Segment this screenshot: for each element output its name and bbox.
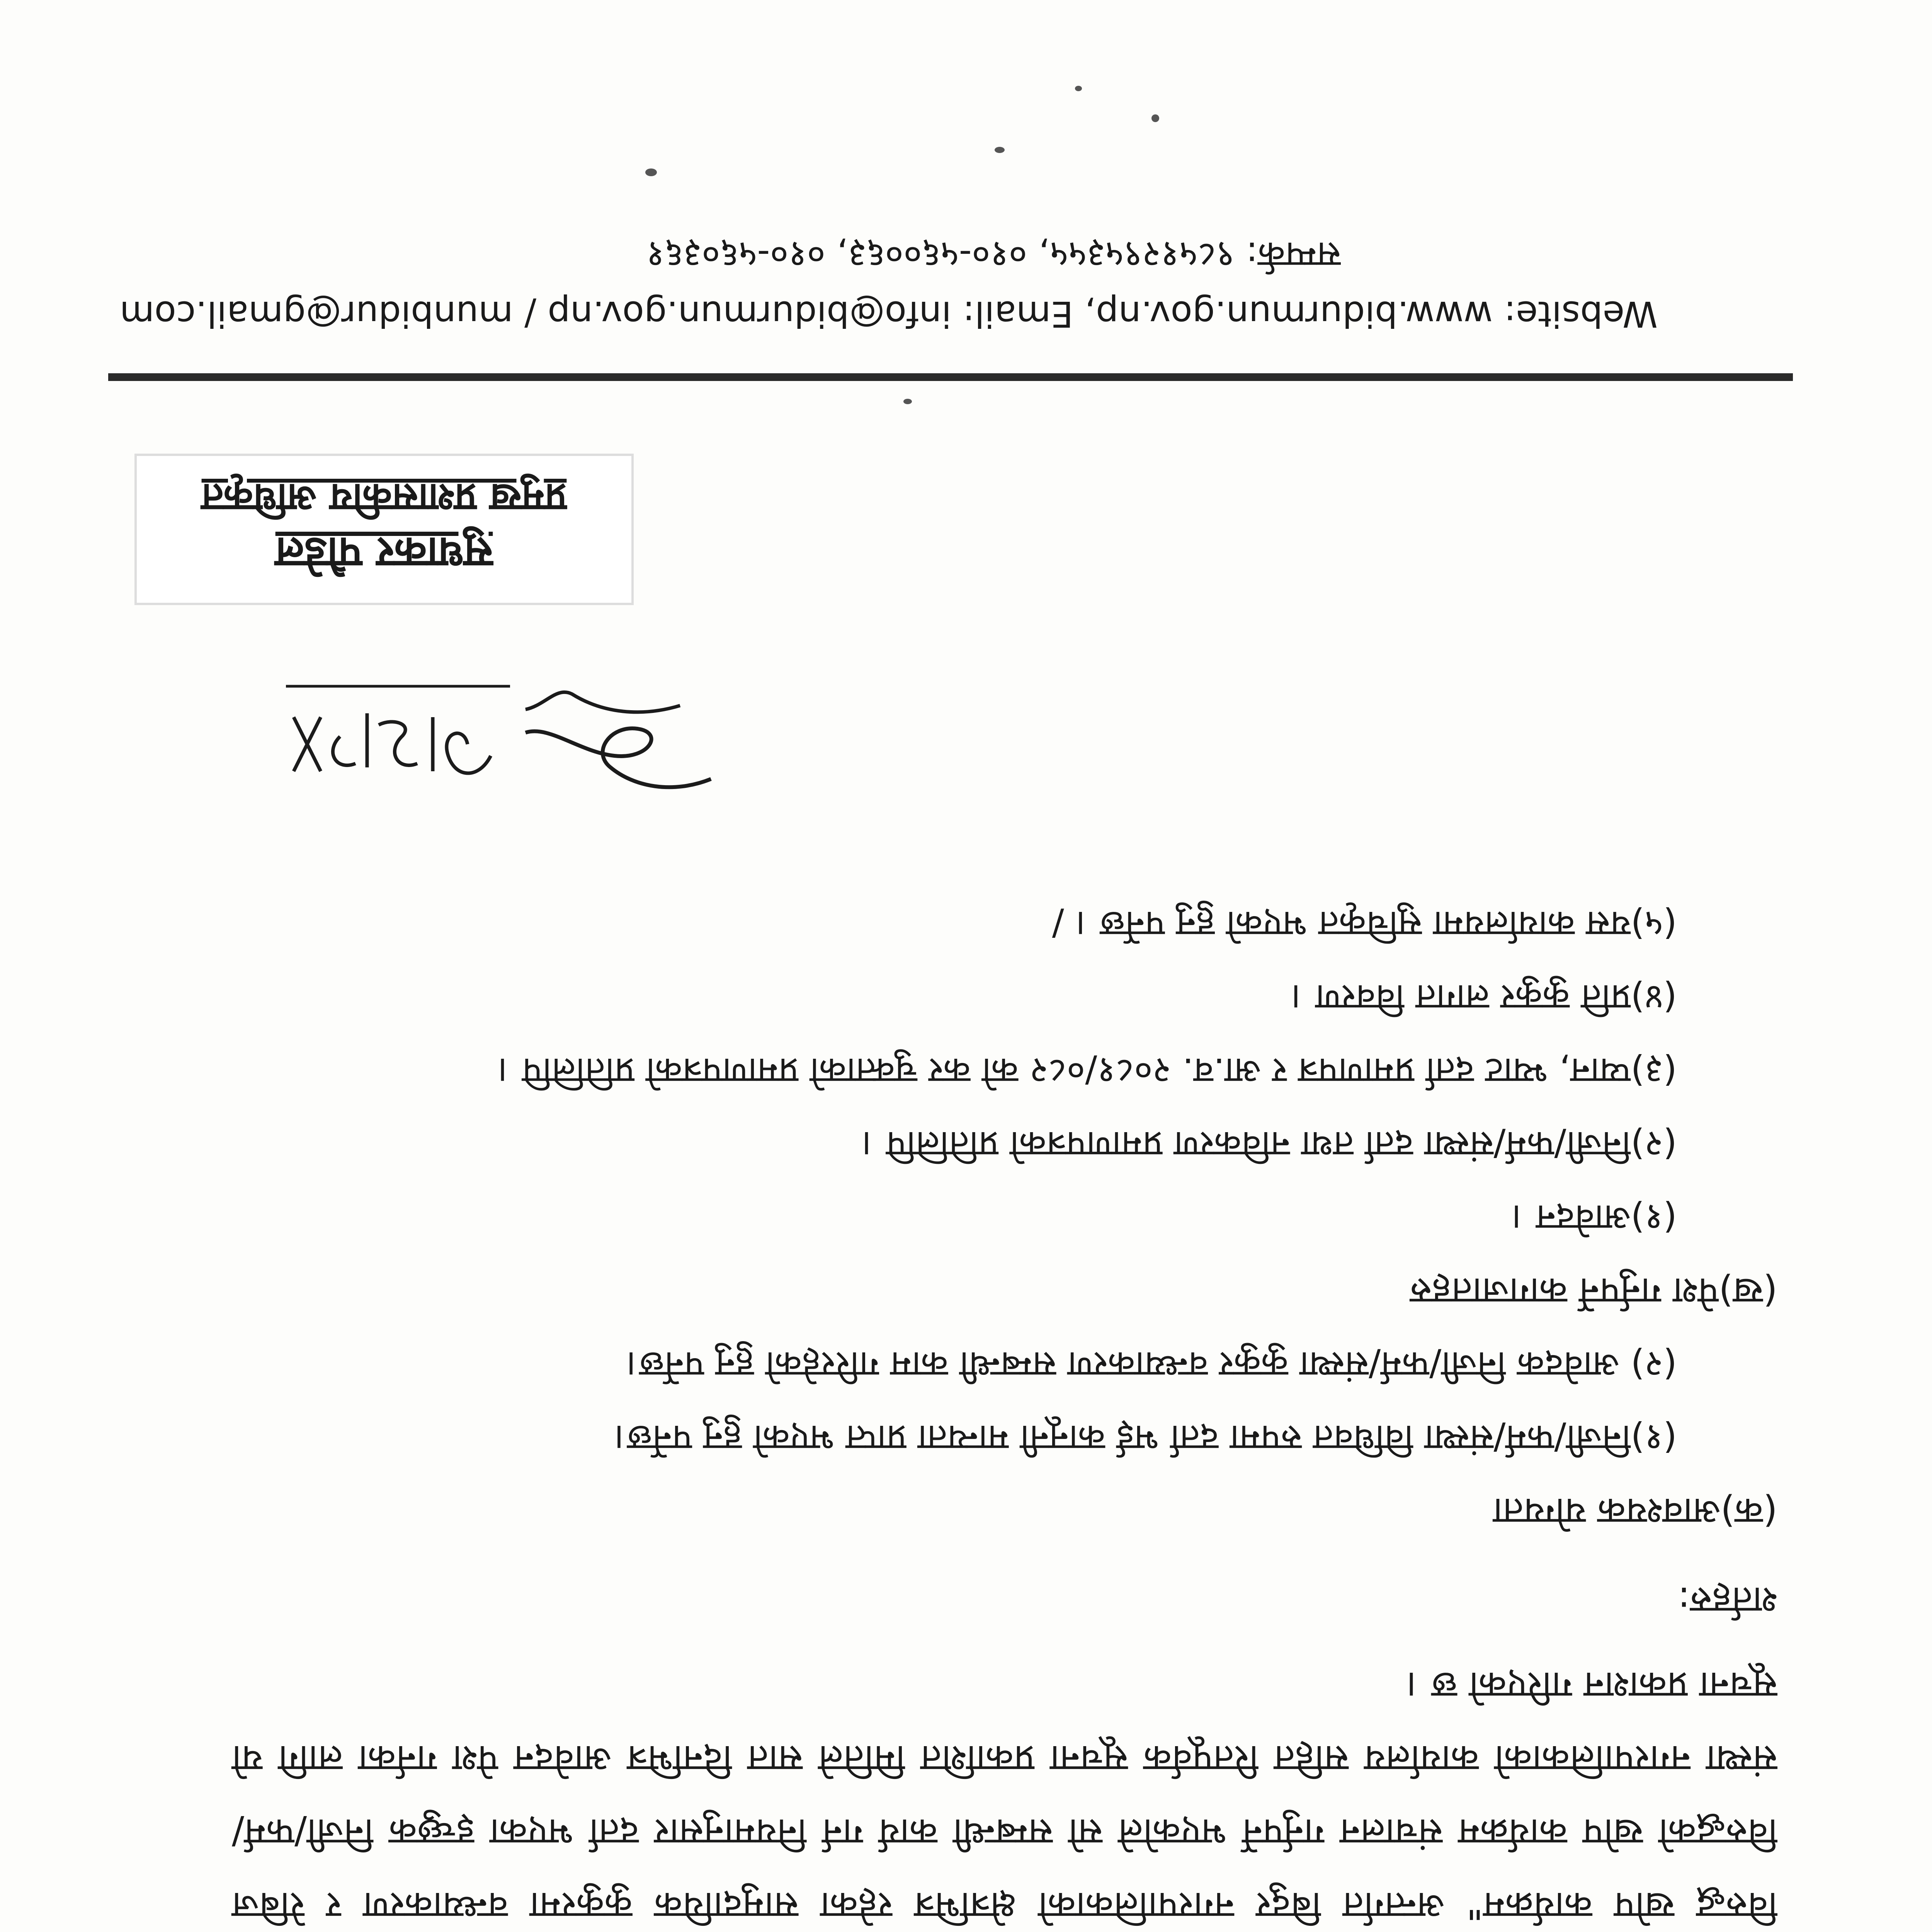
handwritten-signature-icon (270, 663, 726, 802)
scan-speck (995, 147, 1005, 153)
signatory-block (134, 454, 634, 605)
section-b-item-5: (५)यस कार्यालयमा सुचिकृत भएको हुनु पर्नेछ । / (1052, 903, 1677, 945)
footer-divider (108, 373, 1793, 381)
notice-paragraph: विरुद्ध खोप कार्यक्रम" अन्तर्गत बिदुर नगरपालिकाको क्षेत्रभित्र रहेका सामुदायिक कुकुरमा वन्ध्याकरण र रेबिज विरुद्धको खोप कार्यक्रम संचालन गर्नुपर्ने भएकोले सो सम्बन्धी कार्य गर्न नियमानुसार दर्ता भएका इच्छुक निजी/फर्म/संस्था नगरपालिकाको कार्यालय सहित रितपूर्वक सूचना प्रकाशित मितिले सात दिनभित्र आवेदन पेश गर्नका लागि यो सूचना प्रकाशन गरिएको छ । (232, 1664, 1777, 1927)
footer-phone: सम्पर्क: ९८५१२९५३५५, ०१०-५६००६३, ०१०-५६०३६१ (646, 234, 1341, 276)
section-a-label: (क)आवश्यक योग्यता (1493, 1490, 1777, 1532)
section-b-item-2: (२)निजी/फर्म/संस्था दर्ता तथा नविकरण प्रमाणपत्रको प्रतिलिपि । (861, 1124, 1677, 1165)
footer-website: Website: www.bidurmun.gov.np, Email: info@bidurmun.gov.np / munbidur@gmail.com (119, 293, 1658, 335)
section-b-item-3: (३)प्यान, भ्याट दर्ता प्रमाणपत्र र आ.व. २०८१/०८२ को कर चुक्ताको प्रमाणपत्रको प्रतिलिपि । (497, 1050, 1677, 1092)
section-b-item-1: (१)आवेदन । (1511, 1197, 1677, 1238)
section-a-item-2: (२) आवेदक निजी/फर्म/संस्था कुकुर वन्ध्याकरण सम्बन्धी काम गरिरहेको हुनु पर्नेछ। (626, 1344, 1677, 1385)
section-b-label: (ख)पेश गर्नुपर्ने कागजातहरु (1410, 1270, 1777, 1312)
conditions-label: शर्तहरु: (1677, 1579, 1777, 1621)
signatory-title: प्रमुख प्रशासकीय अधिकृत (201, 475, 567, 520)
scan-speck (645, 168, 657, 176)
section-b-item-4: (४)प्रति कुकुर लागत विवरण । (1291, 977, 1677, 1018)
notice-body (232, 887, 1777, 1932)
scan-speck (1075, 86, 1082, 91)
scan-speck (903, 399, 912, 404)
signatory-name: सुधाकर पौडेल (275, 528, 493, 578)
section-a-item-1: (१)निजी/फर्म/संस्था विधिवत रुपमा दर्ता भई कानूनी मान्यता प्राप्त भएको हुनु पर्नेछ। (614, 1417, 1677, 1459)
scan-speck (1151, 114, 1159, 122)
